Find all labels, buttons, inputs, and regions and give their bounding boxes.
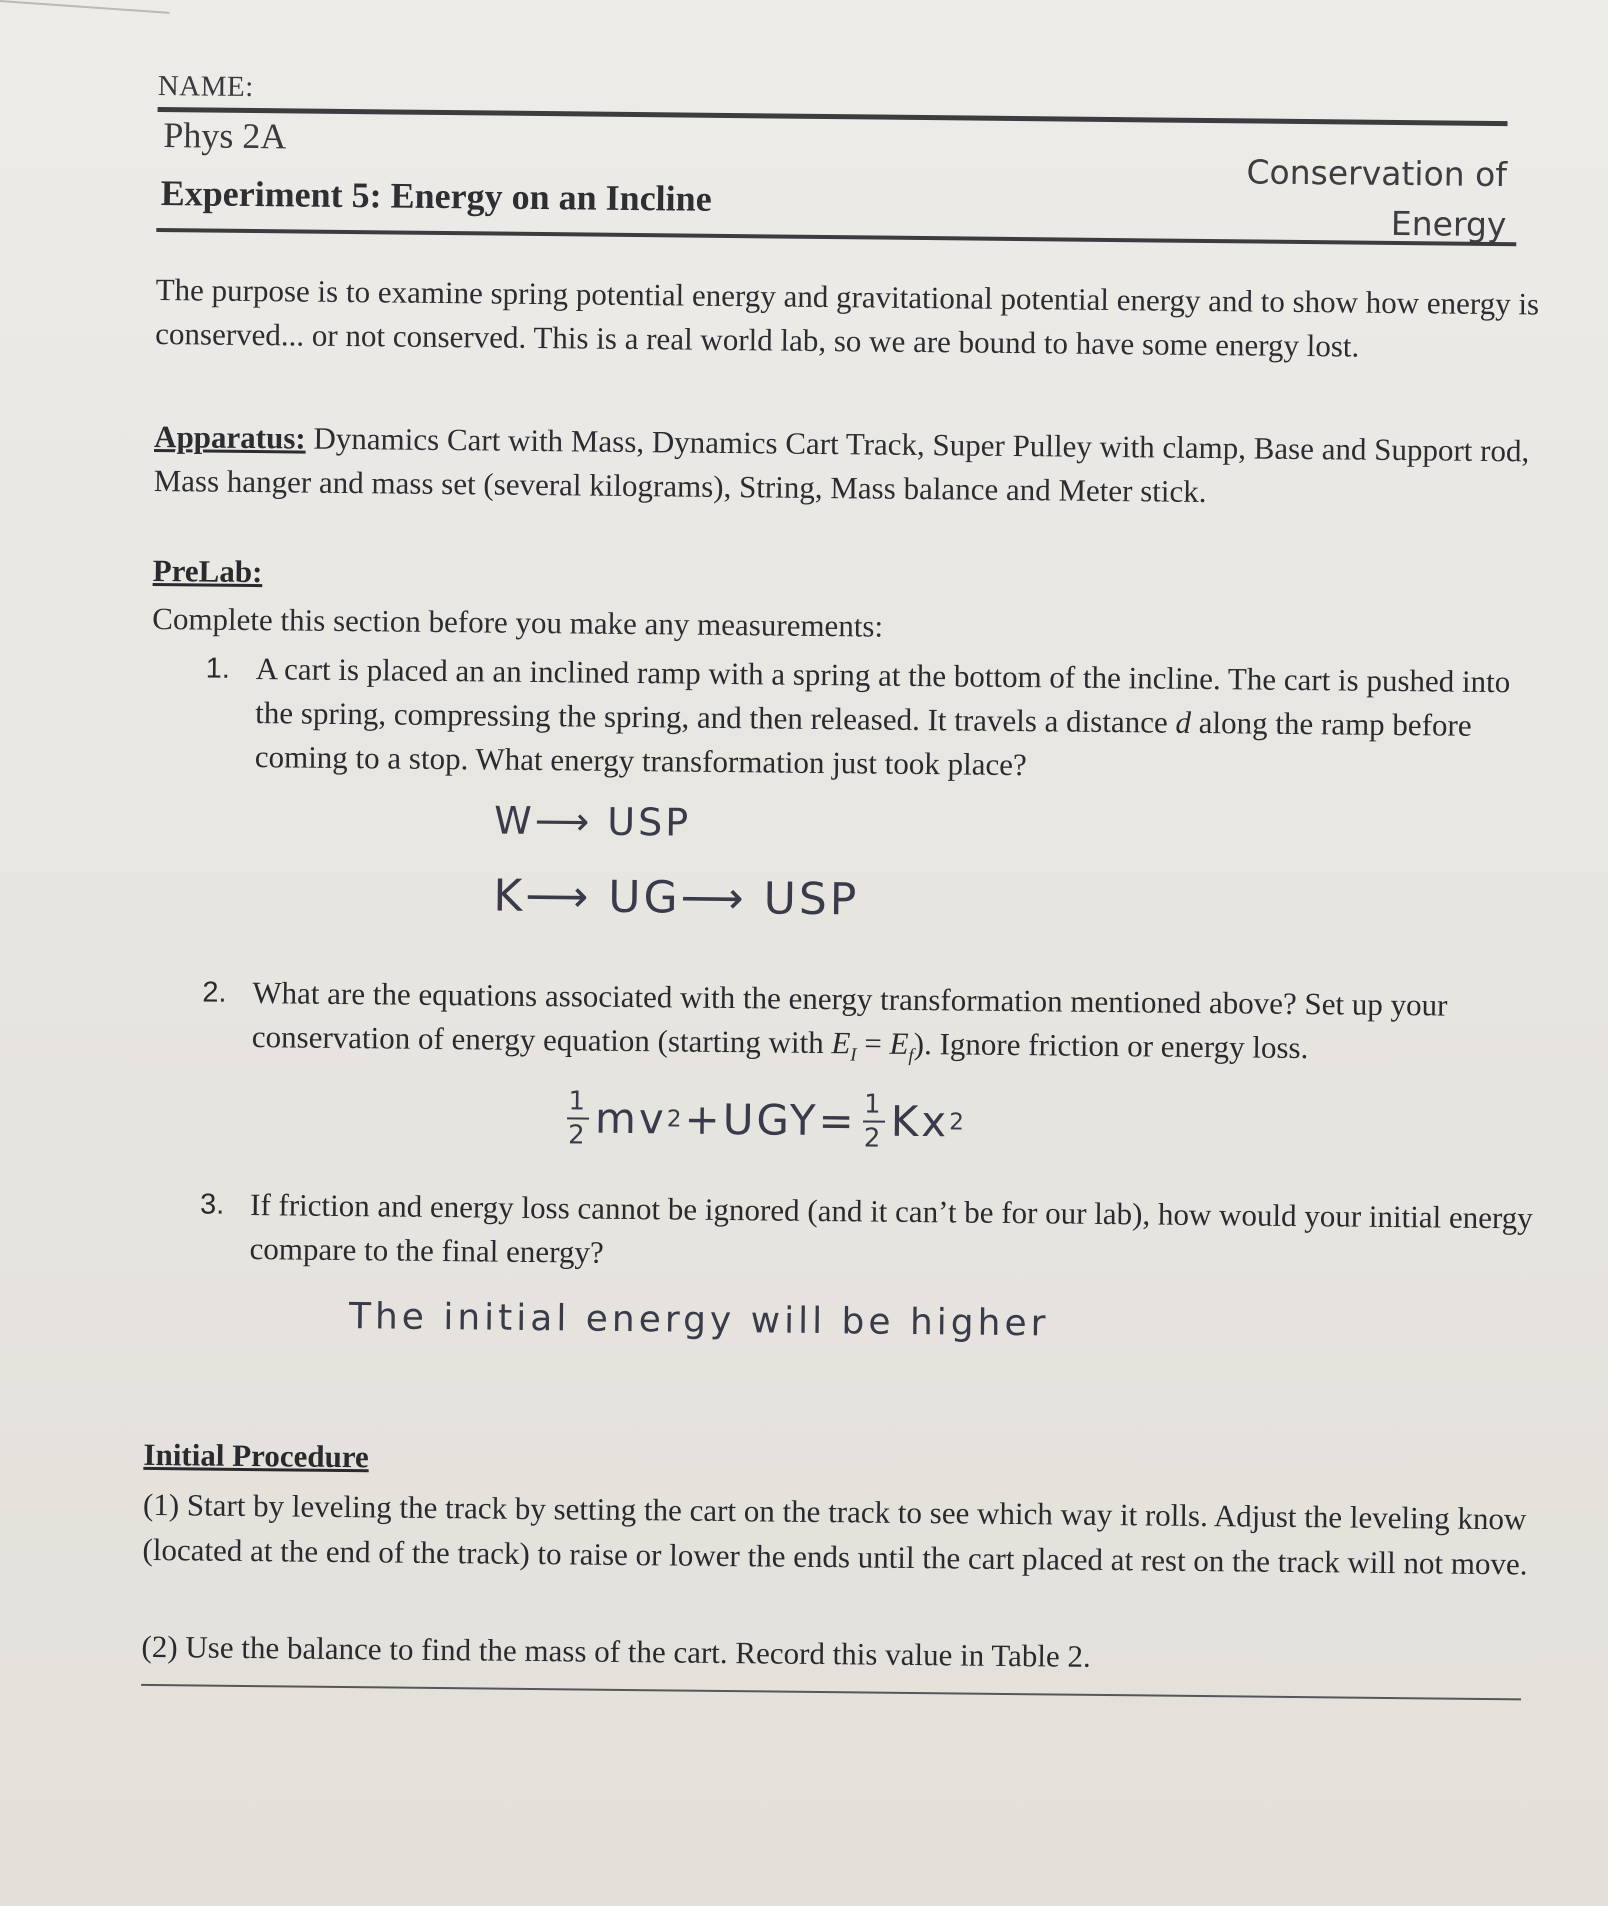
name-label: NAME: bbox=[157, 70, 254, 104]
fraction-denominator: 2 bbox=[863, 1123, 884, 1154]
eq-left: E bbox=[831, 1025, 851, 1061]
topic-line-1: Conservation of bbox=[1246, 152, 1508, 195]
question-number: 3. bbox=[199, 1188, 225, 1221]
fraction-bar bbox=[863, 1120, 885, 1122]
purpose-paragraph: The purpose is to examine spring potential energy and gravitational potential energy and to show how energy is conserved... or not conserved. This is a real world lab, so we are bound to have some energy lost. bbox=[155, 271, 1540, 364]
question-2 bbox=[202, 970, 1549, 1076]
handwritten-answer-3: The initial energy will be higher bbox=[348, 1296, 1050, 1345]
initial-procedure-section bbox=[141, 1437, 1544, 1700]
worksheet-header bbox=[156, 114, 1557, 244]
fraction-numerator: 1 bbox=[863, 1089, 884, 1120]
question-1 bbox=[205, 646, 1552, 793]
fraction-numerator: 1 bbox=[568, 1086, 589, 1117]
fraction-half bbox=[567, 1086, 590, 1151]
prelab-intro: Complete this section before you make any measurements: bbox=[152, 601, 884, 644]
question-3 bbox=[199, 1182, 1546, 1285]
procedure-step-1: (1) Start by leveling the track by setting the cart on the track to see which way it rolls. Adjust the leveling know (located at the end of the track) to raise or lower the ends until the cart placed at rest on the track will not move. bbox=[142, 1487, 1528, 1582]
prelab-section bbox=[145, 553, 1553, 1350]
eq-right: E bbox=[889, 1025, 909, 1061]
answer-term-mv: mv bbox=[594, 1093, 668, 1144]
topic-line-2: Energy bbox=[1390, 203, 1507, 244]
apparatus-paragraph bbox=[153, 415, 1544, 518]
fraction-half bbox=[862, 1089, 885, 1154]
question-text-part: What are the equations associated with the energy transformation mentioned above? Set up your conservation of energy equation (starting with bbox=[251, 974, 1448, 1061]
course-title: Phys 2A bbox=[163, 115, 287, 157]
apparatus-label: Apparatus: bbox=[153, 418, 306, 456]
question-text-part: along the ramp before coming to a stop. What energy transformation just took place? bbox=[254, 704, 1472, 783]
eq-left-sub: I bbox=[850, 1044, 857, 1066]
question-text: If friction and energy loss cannot be ignored (and it can’t be for our lab), how would your initial energy compare to the final energy? bbox=[249, 1186, 1533, 1270]
fraction-bar bbox=[567, 1117, 589, 1119]
question-number: 1. bbox=[205, 652, 231, 685]
handwritten-answer-2 bbox=[561, 1088, 1548, 1158]
procedure-step-2: (2) Use the balance to find the mass of the cart. Record this value in Table 2. bbox=[141, 1629, 1091, 1675]
distance-variable: d bbox=[1175, 704, 1192, 740]
answer-exponent: 2 bbox=[666, 1106, 685, 1133]
answer-term-ugy: +UGY= bbox=[684, 1094, 858, 1146]
eq-right-sub: f bbox=[908, 1045, 914, 1067]
question-number: 2. bbox=[202, 976, 227, 1009]
fraction-denominator: 2 bbox=[567, 1120, 588, 1151]
handwritten-answer-1-line-2: K⟶ UG⟶ USP bbox=[493, 870, 860, 926]
question-text-part: ). Ignore friction or energy loss. bbox=[913, 1025, 1309, 1066]
prelab-title: PreLab: bbox=[152, 553, 263, 590]
worksheet-page bbox=[141, 70, 1558, 1701]
handwritten-answer-1-line-1: W⟶ USP bbox=[493, 798, 692, 845]
answer-term-kx: Kx bbox=[890, 1096, 950, 1147]
apparatus-text: Dynamics Cart with Mass, Dynamics Cart Track, Super Pulley with clamp, Base and Support rod, Mass hanger and mass set (several kilograms), String, Mass balance and Meter stick. bbox=[153, 420, 1530, 509]
eq-mid: = bbox=[856, 1025, 890, 1061]
table-top-rule bbox=[141, 1684, 1521, 1700]
question-text bbox=[252, 971, 1549, 1077]
initial-procedure-title: Initial Procedure bbox=[143, 1437, 369, 1475]
experiment-title: Experiment 5: Energy on an Incline bbox=[160, 173, 712, 219]
prelab-question-list bbox=[199, 646, 1552, 1350]
question-text bbox=[255, 647, 1552, 794]
answer-exponent: 2 bbox=[949, 1109, 967, 1136]
question-text-part: A cart is placed an an inclined ramp with a spring at the bottom of the incline. The cart is pushed into the spring, compressing the spring, and then released. It travels a distance bbox=[255, 650, 1511, 740]
topic-title bbox=[1246, 147, 1508, 249]
